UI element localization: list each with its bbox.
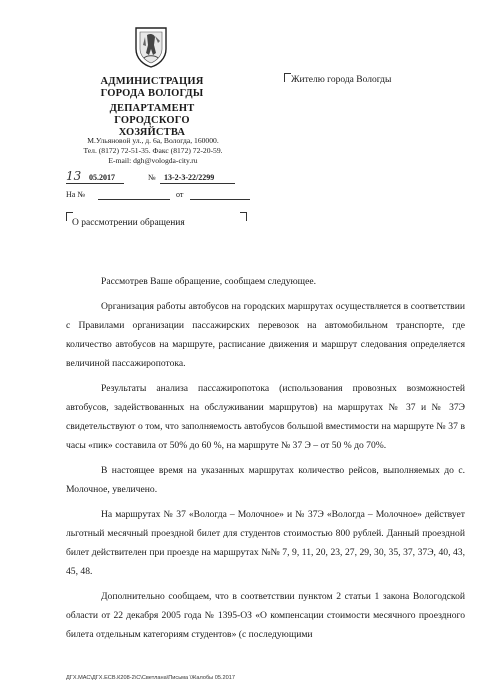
subject-bracket-right — [240, 212, 247, 221]
from-underline — [190, 199, 250, 200]
paragraph-6: Дополнительно сообщаем, что в соответствии пунктом 2 статьи 1 закона Вологодской области от 22 декабря 2005 года № 1395-ОЗ «О компенсации стоимости месячного проездного билета отдельным категориям студентов» (с последующими — [66, 591, 465, 640]
paragraph-2: Организация работы автобусов на городских маршрутах осуществляется в соответствии с Правилами организации пассажирских перевозок на автомобильном транспорте, где количество автобусов на маршруте, расписание движения и маршрут следования определяется величиной пассажиропотока. — [66, 301, 465, 369]
coat-of-arms-icon — [133, 25, 169, 69]
letter-body — [66, 272, 465, 644]
org-line-2: ГОРОДА ВОЛОГДЫ — [100, 88, 204, 99]
registration-number-label: № — [148, 173, 156, 182]
dept-line-1: ДЕПАРТАМЕНТ — [109, 103, 195, 114]
department-name — [96, 103, 208, 139]
contact-block — [80, 136, 226, 167]
recipient: Жителю города Вологды — [291, 75, 392, 85]
handwritten-day: 13 — [66, 169, 82, 183]
organization-name — [96, 76, 208, 100]
dept-line-2: ГОРОДСКОГО ХОЗЯЙСТВА — [114, 115, 190, 138]
subject-line: О рассмотрении обращения — [72, 218, 185, 228]
paragraph-5: На маршрутах № 37 «Вологда – Молочное» и № 37Э «Вологда – Молочное» действует льготный месячный проездной билет для студентов стоимостью 800 рублей. Данный проездной билет действителен при проезде на маршрутах №№ 7, 9, 11, 20, 23, 27, 29, 30, 35, 37, 37Э, 40, 43, 45, 48. — [66, 509, 465, 577]
registration-number: 13-2-3-22/2299 — [164, 173, 215, 182]
phone-line: Тел. (8172) 72-51-35. Факс (8172) 72-20-59. — [83, 146, 223, 156]
date-underline — [66, 183, 124, 184]
file-path-footer: ДГХ.МАС\ДГХ.ЕСВ.К208-2\С\Светлана\Письма \Жалобы 05.2017 — [66, 675, 235, 681]
registration-date: 05.2017 — [89, 173, 115, 182]
from-label: от — [176, 190, 184, 199]
email-line: E-mail: dgh@vologda-city.ru — [108, 156, 198, 166]
number-underline — [160, 183, 235, 184]
paragraph-1: Рассмотрев Ваше обращение, сообщаем следующее. — [101, 276, 316, 287]
reference-underline — [98, 199, 170, 200]
recipient-bracket — [284, 73, 291, 82]
paragraph-4: В настоящее время на указанных маршрутах количество рейсов, выполняемых до с. Молочное, увеличено. — [66, 465, 465, 495]
reference-label: На № — [66, 190, 85, 199]
address-line: М.Ульяновой ул., д. 6а, Вологда, 160000. — [87, 136, 219, 145]
paragraph-3: Результаты анализа пассажиропотока (использования провозных возможностей автобусов, задействованных на обслуживании маршрутов) на маршрутах № 37 и № 37Э свидетельствуют о том, что заполняемость автобусов большой вместимости на маршруте № 37 в часы «пик» составила от 50% до 60 %, на маршруте № 37 Э – от 50 % до 70%. — [66, 383, 465, 451]
org-line-1: АДМИНИСТРАЦИЯ — [100, 76, 204, 87]
